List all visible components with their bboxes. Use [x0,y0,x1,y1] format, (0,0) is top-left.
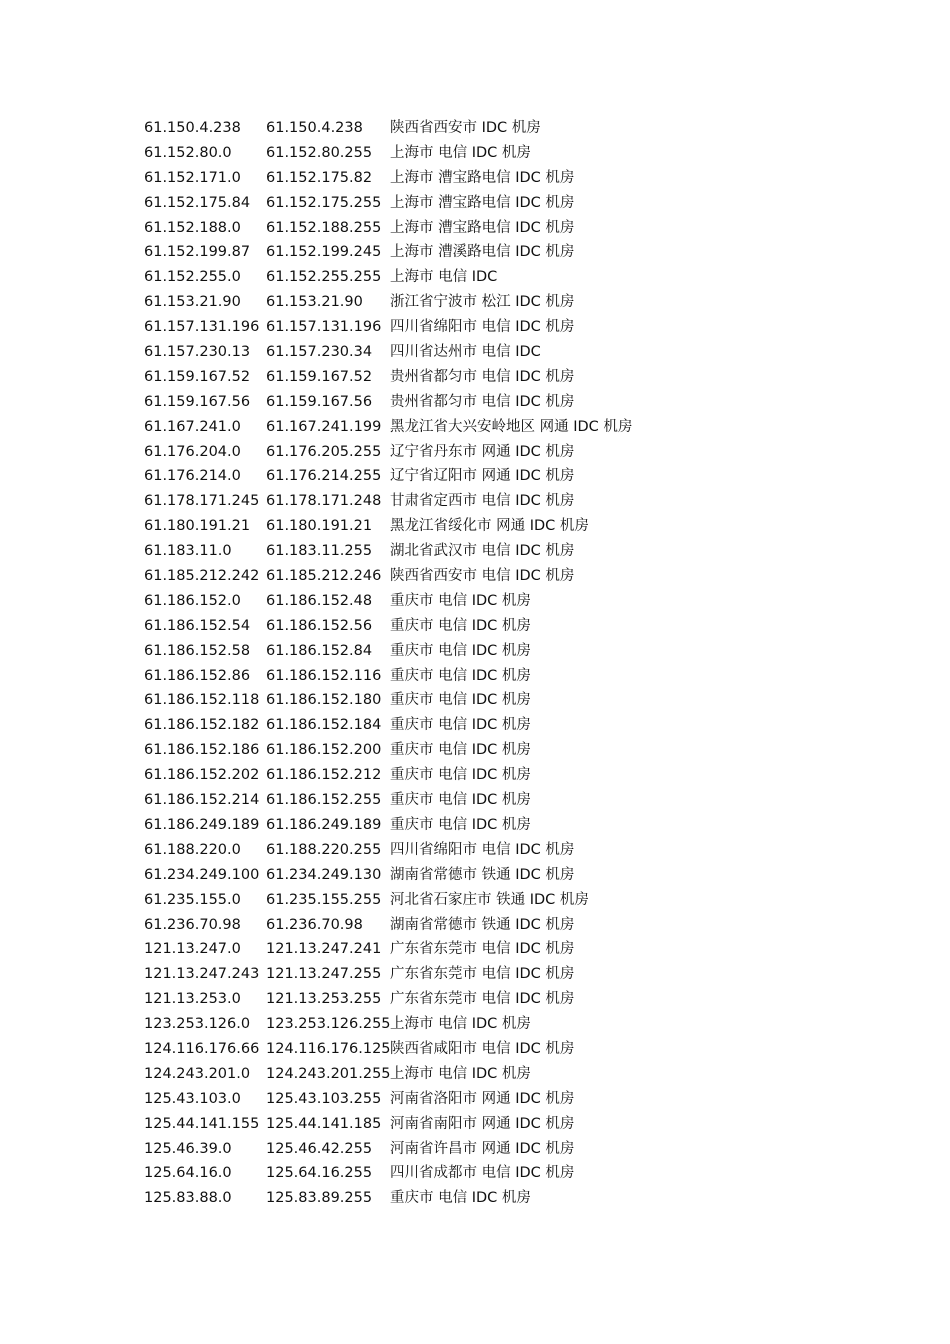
ip-range-start: 61.176.214.0 [144,468,241,485]
ip-range-end: 61.186.152.200 [266,742,382,759]
location-text: 四川省绵阳市 电信 IDC 机房 [390,841,575,858]
location-text: 重庆市 电信 IDC 机房 [390,767,531,784]
ip-range-start: 61.185.212.242 [144,568,260,585]
ip-range-start: 61.152.175.84 [144,194,251,211]
ip-range-start: 125.46.39.0 [144,1140,232,1157]
ip-range-end: 61.152.80.255 [266,144,373,161]
ip-range-start: 61.150.4.238 [144,120,241,136]
ip-range-end: 61.186.152.116 [266,667,382,684]
table-row [144,1186,904,1211]
ip-range-end: 124.243.201.255 [266,1065,391,1082]
ip-range-end: 61.152.255.255 [266,269,382,286]
location-text: 河南省许昌市 网通 IDC 机房 [390,1140,575,1157]
table-row [144,265,904,290]
location-text: 重庆市 电信 IDC 机房 [390,642,531,659]
table-row [144,664,904,689]
ip-range-start: 61.157.230.13 [144,344,251,361]
ip-range-end: 61.235.155.255 [266,891,382,908]
location-text: 上海市 电信 IDC [390,269,498,286]
ip-range-start: 61.178.171.245 [144,493,260,510]
location-text: 上海市 电信 IDC 机房 [390,1016,531,1033]
location-text: 重庆市 电信 IDC 机房 [390,742,531,759]
ip-range-end: 125.44.141.185 [266,1115,382,1132]
table-row [144,987,904,1012]
ip-range-end: 124.116.176.125 [266,1040,391,1057]
location-text: 上海市 漕宝路电信 IDC 机房 [390,219,575,236]
table-row [144,440,904,465]
ip-range-end: 61.176.205.255 [266,443,382,460]
table-row [144,639,904,664]
location-text: 湖北省武汉市 电信 IDC 机房 [390,543,575,560]
ip-range-end: 125.83.89.255 [266,1190,373,1207]
ip-range-end: 125.46.42.255 [266,1140,373,1157]
ip-range-start: 61.236.70.98 [144,916,241,933]
ip-range-end: 61.186.152.48 [266,592,373,609]
location-text: 上海市 漕溪路电信 IDC 机房 [390,244,575,261]
ip-range-start: 61.183.11.0 [144,543,232,560]
location-text: 浙江省宁波市 松江 IDC 机房 [390,294,575,311]
table-row [144,838,904,863]
location-text: 重庆市 电信 IDC 机房 [390,1190,531,1207]
table-row [144,1012,904,1037]
ip-range-start: 124.243.201.0 [144,1065,251,1082]
ip-range-start: 125.83.88.0 [144,1190,232,1207]
location-text: 上海市 电信 IDC 机房 [390,144,531,161]
location-text: 河南省南阳市 网通 IDC 机房 [390,1115,575,1132]
ip-range-end: 61.186.152.84 [266,642,373,659]
ip-range-end: 61.157.131.196 [266,319,382,336]
ip-range-end: 61.234.249.130 [266,866,382,883]
table-row [144,489,904,514]
ip-range-start: 123.253.126.0 [144,1016,251,1033]
table-row [144,464,904,489]
location-text: 四川省绵阳市 电信 IDC 机房 [390,319,575,336]
table-row [144,365,904,390]
ip-range-end: 61.150.4.238 [266,120,363,136]
location-text: 上海市 漕宝路电信 IDC 机房 [390,194,575,211]
table-row [144,564,904,589]
location-text: 重庆市 电信 IDC 机房 [390,667,531,684]
table-row [144,539,904,564]
table-row [144,863,904,888]
ip-range-start: 61.186.152.202 [144,767,260,784]
table-row [144,913,904,938]
table-row [144,763,904,788]
table-row [144,240,904,265]
table-row [144,340,904,365]
ip-range-start: 61.186.152.86 [144,667,251,684]
table-row [144,1161,904,1186]
ip-range-start: 61.186.152.58 [144,642,251,659]
ip-range-end: 61.186.152.56 [266,617,373,634]
location-text: 辽宁省辽阳市 网通 IDC 机房 [390,468,575,485]
ip-range-start: 61.152.255.0 [144,269,241,286]
ip-range-end: 121.13.247.241 [266,941,382,958]
table-row [144,1137,904,1162]
ip-range-end: 61.152.199.245 [266,244,382,261]
table-row [144,688,904,713]
table-row [144,937,904,962]
location-text: 湖南省常德市 铁通 IDC 机房 [390,916,575,933]
ip-range-end: 61.180.191.21 [266,518,373,535]
ip-range-end: 121.13.253.255 [266,991,382,1008]
table-row [144,141,904,166]
ip-range-end: 61.152.175.82 [266,169,373,186]
table-row [144,290,904,315]
location-text: 陕西省西安市 IDC 机房 [390,120,541,136]
ip-range-start: 61.235.155.0 [144,891,241,908]
ip-range-end: 125.43.103.255 [266,1090,382,1107]
ip-range-start: 61.186.152.214 [144,792,260,809]
ip-range-start: 61.159.167.56 [144,393,251,410]
table-row [144,390,904,415]
ip-range-start: 61.153.21.90 [144,294,241,311]
table-row [144,166,904,191]
table-row [144,1112,904,1137]
ip-range-end: 61.236.70.98 [266,916,363,933]
location-text: 重庆市 电信 IDC 机房 [390,617,531,634]
ip-range-end: 61.157.230.34 [266,344,373,361]
ip-range-start: 61.186.152.54 [144,617,251,634]
ip-range-end: 61.159.167.52 [266,368,373,385]
table-row [144,216,904,241]
table-row [144,589,904,614]
ip-range-start: 124.116.176.66 [144,1040,260,1057]
ip-range-end: 61.153.21.90 [266,294,363,311]
location-text: 河南省洛阳市 网通 IDC 机房 [390,1090,575,1107]
ip-range-start: 121.13.253.0 [144,991,241,1008]
location-text: 贵州省都匀市 电信 IDC 机房 [390,393,575,410]
ip-range-start: 125.44.141.155 [144,1115,260,1132]
table-row [144,315,904,340]
location-text: 重庆市 电信 IDC 机房 [390,792,531,809]
ip-range-start: 61.180.191.21 [144,518,251,535]
ip-range-end: 61.152.175.255 [266,194,382,211]
table-row [144,713,904,738]
table-row [144,962,904,987]
ip-range-end: 61.186.249.189 [266,816,382,833]
ip-range-end: 61.186.152.184 [266,717,382,734]
table-row [144,813,904,838]
table-row [144,1062,904,1087]
location-text: 贵州省都匀市 电信 IDC 机房 [390,368,575,385]
location-text: 重庆市 电信 IDC 机房 [390,592,531,609]
location-text: 河北省石家庄市 铁通 IDC 机房 [390,891,589,908]
ip-range-table [144,116,904,1211]
location-text: 广东省东莞市 电信 IDC 机房 [390,941,575,958]
ip-range-end: 125.64.16.255 [266,1165,373,1182]
ip-range-start: 61.186.152.0 [144,592,241,609]
ip-range-end: 121.13.247.255 [266,966,382,983]
location-text: 四川省达州市 电信 IDC [390,344,541,361]
ip-range-start: 121.13.247.243 [144,966,260,983]
ip-range-start: 61.152.188.0 [144,219,241,236]
location-text: 上海市 电信 IDC 机房 [390,1065,531,1082]
ip-range-start: 61.159.167.52 [144,368,251,385]
ip-range-start: 61.186.152.182 [144,717,260,734]
ip-range-start: 125.64.16.0 [144,1165,232,1182]
ip-range-start: 121.13.247.0 [144,941,241,958]
table-row [144,191,904,216]
table-row [144,888,904,913]
ip-range-start: 61.188.220.0 [144,841,241,858]
ip-range-end: 61.152.188.255 [266,219,382,236]
ip-range-end: 61.183.11.255 [266,543,373,560]
location-text: 辽宁省丹东市 网通 IDC 机房 [390,443,575,460]
location-text: 甘肃省定西市 电信 IDC 机房 [390,493,575,510]
ip-range-start: 61.152.80.0 [144,144,232,161]
table-row [144,614,904,639]
location-text: 重庆市 电信 IDC 机房 [390,816,531,833]
ip-range-end: 61.186.152.212 [266,767,382,784]
location-text: 湖南省常德市 铁通 IDC 机房 [390,866,575,883]
ip-range-start: 61.157.131.196 [144,319,260,336]
table-row [144,1087,904,1112]
ip-range-start: 61.186.152.118 [144,692,260,709]
ip-range-start: 61.167.241.0 [144,418,241,435]
location-text: 重庆市 电信 IDC 机房 [390,692,531,709]
ip-range-end: 61.186.152.255 [266,792,382,809]
location-text: 广东省东莞市 电信 IDC 机房 [390,991,575,1008]
location-text: 上海市 漕宝路电信 IDC 机房 [390,169,575,186]
ip-range-start: 61.186.249.189 [144,816,260,833]
ip-range-start: 61.152.199.87 [144,244,251,261]
location-text: 广东省东莞市 电信 IDC 机房 [390,966,575,983]
ip-range-start: 61.152.171.0 [144,169,241,186]
ip-range-end: 61.186.152.180 [266,692,382,709]
ip-range-start: 61.186.152.186 [144,742,260,759]
ip-range-start: 125.43.103.0 [144,1090,241,1107]
table-row [144,116,904,141]
location-text: 陕西省西安市 电信 IDC 机房 [390,568,575,585]
ip-range-end: 61.159.167.56 [266,393,373,410]
ip-range-end: 61.176.214.255 [266,468,382,485]
table-row [144,514,904,539]
ip-range-end: 123.253.126.255 [266,1016,391,1033]
ip-range-end: 61.188.220.255 [266,841,382,858]
ip-range-start: 61.176.204.0 [144,443,241,460]
ip-range-end: 61.185.212.246 [266,568,382,585]
table-row [144,1037,904,1062]
location-text: 陕西省咸阳市 电信 IDC 机房 [390,1040,575,1057]
location-text: 黑龙江省绥化市 网通 IDC 机房 [390,518,589,535]
location-text: 黑龙江省大兴安岭地区 网通 IDC 机房 [390,418,633,435]
location-text: 四川省成都市 电信 IDC 机房 [390,1165,575,1182]
ip-range-end: 61.178.171.248 [266,493,382,510]
table-row [144,788,904,813]
table-row [144,415,904,440]
table-row [144,738,904,763]
ip-range-start: 61.234.249.100 [144,866,260,883]
ip-range-end: 61.167.241.199 [266,418,382,435]
location-text: 重庆市 电信 IDC 机房 [390,717,531,734]
